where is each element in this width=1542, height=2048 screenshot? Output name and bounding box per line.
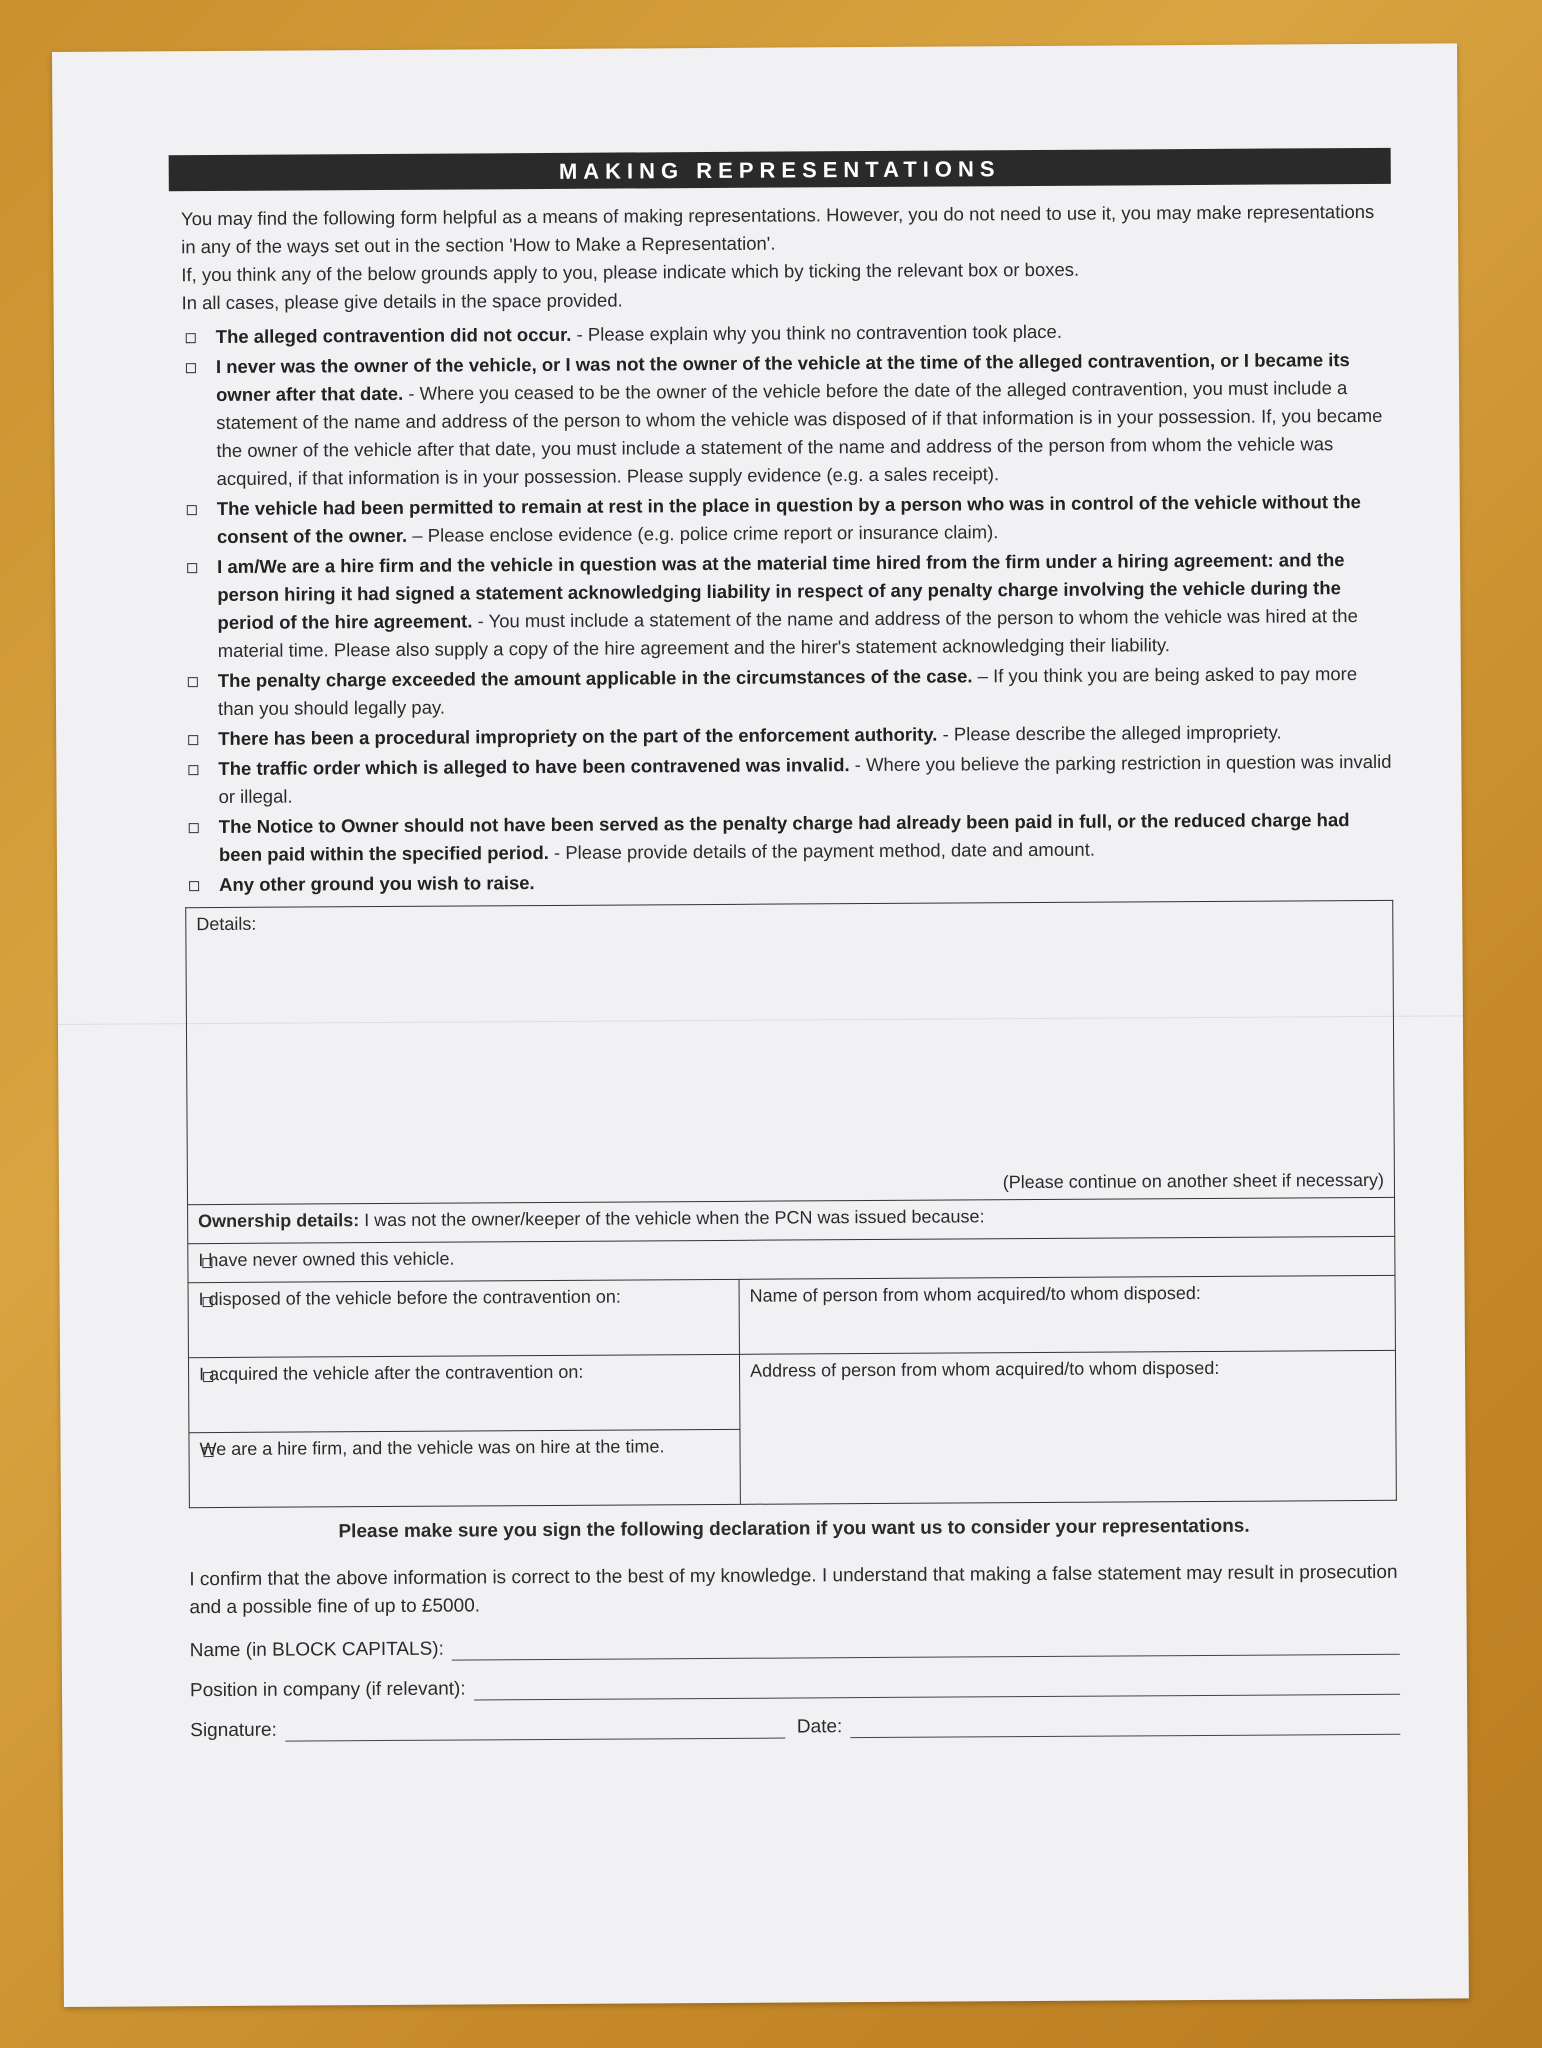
signature-field[interactable] — [285, 1720, 785, 1742]
ground-title: The alleged contravention did not occur. — [215, 323, 572, 348]
ground-item — [185, 806, 1395, 869]
ground-item — [184, 718, 1394, 753]
ground-text: - Where you ceased to be the owner of the vehicle before the date of the alleged contravention, you must include a statement of the name and address of the person to whom the vehicle was disposed of if that information is in your possession. If, you became the owner of the vehicle after that date, you must include a statement of the name and address of the person from whom the vehicle was acquired, if that information is in your possession. Please supply evidence (e.g. a sales receipt). — [216, 377, 1383, 490]
intro — [181, 198, 1392, 317]
checkbox[interactable] — [188, 735, 198, 745]
details-label: Details: — [196, 913, 257, 935]
ground-text: - Please provide details of the payment method, date and amount. — [548, 838, 1096, 863]
acquired-row — [188, 1354, 739, 1432]
checkbox[interactable] — [186, 333, 196, 343]
disposed-label: I disposed of the vehicle before the contravention on: — [198, 1286, 621, 1310]
form-content — [181, 148, 1401, 1742]
ground-title: The penalty charge exceeded the amount applicable in the circumstances of the case. — [217, 665, 973, 691]
ground-title: There has been a procedural impropriety on the part of the enforcement authority. — [218, 723, 938, 749]
ground-title: The traffic order which is alleged to have been contravened was invalid. — [218, 754, 850, 779]
intro-paragraph: In all cases, please give details in the space provided. — [181, 289, 623, 314]
signature-line — [190, 1713, 1400, 1742]
checkbox[interactable] — [202, 1258, 212, 1268]
name-label: Name (in BLOCK CAPITALS): — [189, 1638, 444, 1662]
never-owned-label: I have never owned this vehicle. — [198, 1248, 455, 1271]
details-table — [185, 900, 1397, 1508]
checkbox[interactable] — [204, 1447, 214, 1457]
ground-title: I am/We are a hire firm and the vehicle in question was at the material time hired from the firm under a hiring agreement: and the person hiring it had signed a statement acknowledging liability in respect of any penalty charge involving the vehicle during the period of the hire agreement. — [217, 549, 1345, 633]
ground-text: – Please enclose evidence (e.g. police crime report or insurance claim). — [407, 521, 999, 546]
checkbox[interactable] — [203, 1372, 213, 1382]
never-owned-row — [188, 1236, 1395, 1282]
ground-text: - Where you believe the parking restriction in question was invalid or illegal. — [218, 750, 1392, 807]
page-title: MAKING REPRESENTATIONS — [169, 148, 1391, 191]
checkbox[interactable] — [187, 563, 197, 573]
position-label: Position in company (if relevant): — [189, 1678, 466, 1702]
name-person-label: Name of person from whom acquired/to whom disposed: — [749, 1283, 1201, 1306]
grounds-list — [182, 316, 1395, 899]
address-cell[interactable] — [739, 1350, 1396, 1504]
declaration-heading: Please make sure you sign the following declaration if you want us to consider your representations. — [338, 1515, 1250, 1543]
ground-title: The Notice to Owner should not have been served as the penalty charge had already been paid in full, or the reduced charge had been paid within the specified period. — [218, 809, 1350, 865]
date-field[interactable] — [850, 1716, 1400, 1738]
ground-item — [182, 316, 1392, 351]
checkbox[interactable] — [187, 505, 197, 515]
ground-item — [185, 864, 1395, 899]
ground-text: – If you think you are being asked to pay more than you should legally pay. — [217, 663, 1358, 719]
position-field[interactable] — [474, 1676, 1400, 1701]
ownership-label: Ownership details: — [198, 1210, 360, 1232]
intro-paragraph: You may find the following form helpful as a means of making representations. However, you do not need to use it, you may make representations in any of the ways set out in the section 'How to Make a Representation'. — [180, 200, 1375, 258]
name-line — [190, 1633, 1400, 1662]
ground-title: Any other ground you wish to raise. — [219, 872, 535, 895]
intro-paragraph: If, you think any of the below grounds apply to you, please indicate which by ticking the relevant box or boxes. — [181, 258, 1080, 286]
ground-text: - Please describe the alleged impropriety. — [937, 721, 1282, 745]
signature-label: Signature: — [190, 1719, 277, 1742]
ground-text: - You must include a statement of the name and address of the person to whom the vehicle was hired at the material time. Please also supply a copy of the hire agreement and the hirer's statement acknowledging their liability. — [217, 605, 1358, 661]
date-label: Date: — [796, 1716, 843, 1738]
checkbox[interactable] — [189, 823, 199, 833]
ground-title: I never was the owner of the vehicle, or I was not the owner of the vehicle at the time of the alleged contravention, or I became its owner after that date. — [215, 349, 1350, 406]
ground-item — [184, 748, 1394, 811]
ground-item — [183, 546, 1394, 665]
declaration-text: I confirm that the above information is correct to the best of my knowledge. I understand that making a false statement may result in prosecution and a possible fine of up to £5000. — [189, 1561, 1398, 1619]
position-line — [190, 1673, 1400, 1702]
acquired-label: I acquired the vehicle after the contravention on: — [199, 1361, 584, 1385]
address-person-label: Address of person from whom acquired/to whom disposed: — [750, 1357, 1220, 1381]
details-box[interactable] — [186, 900, 1395, 1204]
checkbox[interactable] — [189, 881, 199, 891]
checkbox[interactable] — [186, 363, 196, 373]
hire-label: We are a hire firm, and the vehicle was on hire at the time. — [199, 1436, 665, 1460]
name-field[interactable] — [452, 1636, 1400, 1661]
checkbox[interactable] — [188, 765, 198, 775]
name-cell[interactable] — [739, 1275, 1395, 1354]
hire-row — [189, 1429, 740, 1507]
ground-item — [184, 660, 1394, 723]
ground-item — [183, 488, 1393, 551]
ground-text: - Please explain why you think no contravention took place. — [571, 320, 1062, 345]
ground-item — [182, 346, 1393, 493]
ownership-text: I was not the owner/keeper of the vehicle when the PCN was issued because: — [359, 1206, 985, 1231]
disposed-row — [188, 1279, 739, 1357]
checkbox[interactable] — [188, 677, 198, 687]
continue-note: (Please continue on another sheet if necessary) — [1002, 1169, 1384, 1193]
form-paper — [52, 43, 1469, 2007]
ground-title: The vehicle had been permitted to remain at rest in the place in question by a person who was in control of the vehicle without the consent of the owner. — [216, 491, 1361, 548]
checkbox[interactable] — [203, 1297, 213, 1307]
